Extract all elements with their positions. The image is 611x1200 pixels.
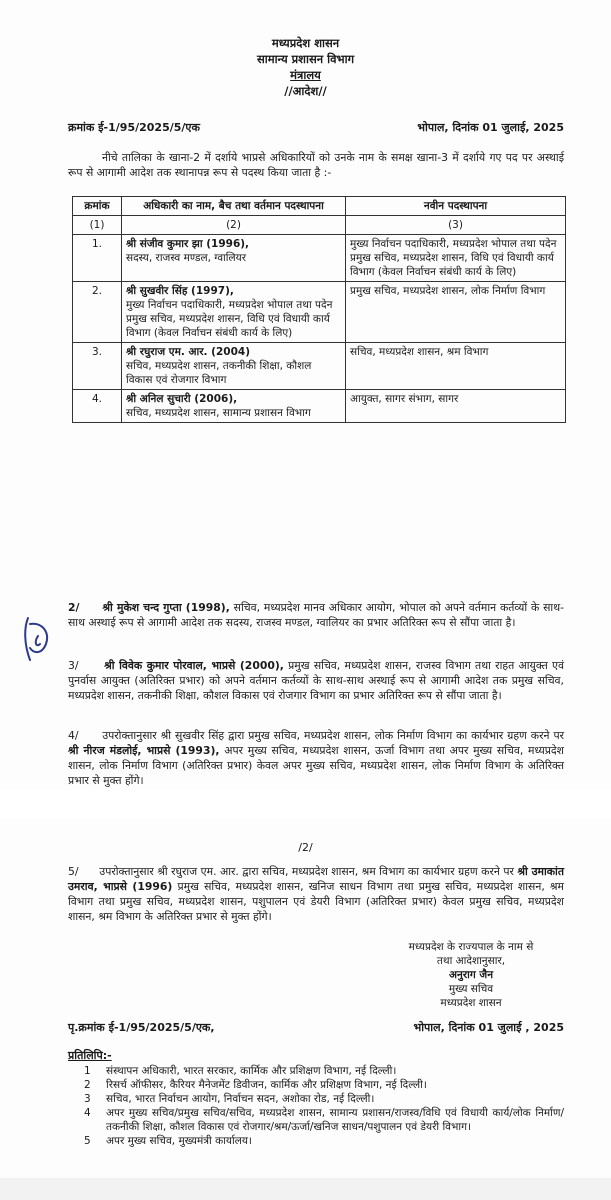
list-item [84,1106,564,1134]
row-serial: 1. [73,235,122,282]
table-colnum-row [73,216,566,235]
paragraph-3 [68,658,564,703]
list-item [84,1078,564,1092]
table-row [73,390,566,423]
current-posting: सचिव, मध्यप्रदेश शासन, तकनीकी शिक्षा, कौशल विकास एवं रोजगार विभाग [126,360,312,386]
department-heading: सामान्य प्रशासन विभाग [256,52,355,66]
list-text: रिसर्च ऑफीसर, कैरियर मैनेजमेंट डिवीजन, कार्मिक और प्रशिक्षण विभाग, नई दिल्ली। [106,1079,427,1091]
para3-text: प्रमुख सचिव, मध्यप्रदेश शासन, राजस्व विभाग तथा राहत आयुक्त एवं पुनर्वास आयुक्त (अतिरिक्त प्रभार) को अपने वर्तमान कर्तव्यों के साथ-साथ अस्थाई रूप से आगामी आदेश तक प्रमुख सचिव, मध्यप्रदेश शासन, तकनीकी शिक्षा, कौशल विकास एवं रोजगार विभाग का प्रभार अतिरिक्त रूप से सौंपा जाता है। [68,659,564,702]
current-posting: सचिव, मध्यप्रदेश शासन, सामान्य प्रशासन विभाग [126,407,311,419]
colnum-2: (2) [122,216,346,235]
row-serial: 3. [73,343,122,390]
officer-name: श्री अनिल सुचारी (2006), [126,393,238,405]
para4-officer: श्री नीरज मंडलोई, भाप्रसे (1993), [68,744,220,757]
list-number: 1 [84,1065,91,1077]
intro-paragraph: नीचे तालिका के खाना-2 में दर्शाये भाप्रसे अधिकारियों को उनके नाम के समक्ष खाना-3 में दर्शाये गए पद पर अस्थाई रूप से आगामी आदेश तक स्थानापन्न रूप से पदस्थ किया जाता है :- [68,151,564,179]
new-posting: प्रमुख सचिव, मध्यप्रदेश शासन, लोक निर्माण विभाग [346,282,566,343]
order-heading: //आदेश// [284,84,327,98]
signatory-designation: मुख्य सचिव [448,983,494,995]
list-text: अपर मुख्य सचिव/प्रमुख सचिव/सचिव, मध्यप्रदेश शासन, सामान्य प्रशासन/राजस्व/विधि एवं विधायी कार्य/लोक निर्माण/तकनीकी शिक्षा, कौशल विकास एवं रोजगार/श्रम/ऊर्जा/खनिज साधन/पशुपालन एवं डेयरी विभाग। [106,1107,564,1133]
endorsement-number: पृ.क्रमांक ई-1/95/2025/5/एक, [68,1021,215,1034]
current-posting: सदस्य, राजस्व मण्डल, ग्वालियर [126,252,246,264]
header-new-posting: नवीन पदस्थापना [346,197,566,216]
list-text: संस्थापन अधिकारी, भारत सरकार, कार्मिक और प्रशिक्षण विभाग, नई दिल्ली। [106,1065,397,1077]
signature-block [376,940,566,1010]
current-posting: मुख्य निर्वाचन पदाधिकारी, मध्यप्रदेश भोपाल तथा पदेन प्रमुख सचिव, मध्यप्रदेश शासन, विधि एवं विधायी कार्य विभाग (केवल निर्वाचन संबंधी कार्य के लिए) [126,299,333,339]
officer-name: श्री सुखवीर सिंह (1997), [126,285,234,297]
page-two [0,818,611,1200]
order-number: क्रमांक ई-1/95/2025/5/एक [68,121,200,134]
ministry-heading: मंत्रालय [290,68,321,82]
govt-heading: मध्यप्रदेश शासन [271,36,340,50]
list-number: 2 [84,1079,91,1091]
colnum-3: (3) [346,216,566,235]
table-row [73,235,566,282]
page-number: /2/ [298,841,313,854]
list-number: 3 [84,1093,91,1105]
copy-to-label: प्रतिलिपि:- [68,1049,112,1062]
copy-to-list [84,1064,564,1148]
para4-number: 4/ [68,729,79,742]
list-item [84,1092,564,1106]
officer-name: श्री रघुराज एम. आर. (2004) [126,346,250,358]
para2-number: 2/ [68,601,80,614]
header-officer: अधिकारी का नाम, बैच तथा वर्तमान पदस्थापना [122,197,346,216]
new-posting: मुख्य निर्वाचन पदाधिकारी, मध्यप्रदेश भोपाल तथा पदेन प्रमुख सचिव, मध्यप्रदेश शासन, विधि एवं विधायी कार्य विभाग (केवल निर्वाचन संबंधी कार्य के लिए) [346,235,566,282]
para5-number: 5/ [68,865,79,878]
endorsement-date: भोपाल, दिनांक 01 जुलाई , 2025 [413,1021,564,1034]
table-row [73,282,566,343]
header-serial: क्रमांक [73,197,122,216]
bottom-scroll-strip [0,1178,611,1200]
new-posting: सचिव, मध्यप्रदेश शासन, श्रम विभाग [346,343,566,390]
para3-officer: श्री विवेक कुमार पोरवाल, भाप्रसे (2000), [104,659,284,672]
para3-number: 3/ [68,659,79,672]
paragraph-4 [68,728,564,788]
colnum-1: (1) [73,216,122,235]
list-text: अपर मुख्य सचिव, मुख्यमंत्री कार्यालय। [106,1135,252,1147]
signature-order: तथा आदेशानुसार, [436,955,506,967]
list-number: 5 [84,1135,91,1147]
para5-text: प्रमुख सचिव, मध्यप्रदेश शासन, खनिज साधन विभाग तथा प्रमुख सचिव, मध्यप्रदेश शासन, श्रम विभाग तथा प्रमुख सचिव, मध्यप्रदेश शासन, पशुपालन एवं डेयरी विभाग (अतिरिक्त प्रभार) केवल प्रमुख सचिव, मध्यप्रदेश शासन, श्रम विभाग के अतिरिक्त प्रभार से मुक्त होंगे। [68,880,564,923]
para2-text: सचिव, मध्यप्रदेश मानव अधिकार आयोग, भोपाल को अपने वर्तमान कर्तव्यों के साथ-साथ अस्थाई रूप से आगामी आदेश तक सदस्य, राजस्व मण्डल, ग्वालियर का प्रभार अतिरिक्त रूप से सौंपा जाता है। [68,601,565,629]
list-number: 4 [84,1107,91,1119]
signatory-office: मध्यप्रदेश शासन [440,997,502,1009]
row-serial: 4. [73,390,122,423]
para5-intro: उपरोक्तानुसार श्री रघुराज एम. आर. द्वारा सचिव, मध्यप्रदेश शासन, श्रम विभाग का कार्यभार ग्रहण करने पर [99,865,514,878]
officer-name: श्री संजीव कुमार झा (1996), [126,238,250,250]
para5-officer: श्री उमाकांत उमराव, भाप्रसे (1996) [68,865,564,893]
list-text: सचिव, भारत निर्वाचन आयोग, निर्वाचन सदन, अशोका रोड, नई दिल्ली। [106,1093,375,1105]
para4-text: अपर मुख्य सचिव, मध्यप्रदेश शासन, ऊर्जा विभाग तथा अपर मुख्य सचिव, मध्यप्रदेश शासन, लोक निर्माण विभाग (अतिरिक्त प्रभार) केवल अपर मुख्य सचिव, मध्यप्रदेश शासन, लोक निर्माण विभाग के अतिरिक्त प्रभार से मुक्त होंगे। [68,744,564,787]
para4-intro: उपरोक्तानुसार श्री सुखवीर सिंह द्वारा प्रमुख सचिव, मध्यप्रदेश शासन, लोक निर्माण विभाग का कार्यभार ग्रहण करने पर [102,729,565,742]
para2-officer: श्री मुकेश चन्द गुप्ता (1998), [102,601,230,614]
list-item [84,1134,564,1148]
new-posting: आयुक्त, सागर संभाग, सागर [346,390,566,423]
handwritten-mark-icon [20,614,54,666]
signatory-name: अनुराग जैन [448,969,494,981]
paragraph-5 [68,864,564,924]
signature-authority: मध्यप्रदेश के राज्यपाल के नाम से [408,941,534,953]
list-item [84,1064,564,1078]
posting-table [72,196,566,423]
table-row [73,343,566,390]
table-header-row [73,197,566,216]
order-place-date: भोपाल, दिनांक 01 जुलाई, 2025 [417,121,564,134]
row-serial: 2. [73,282,122,343]
paragraph-2 [68,600,564,630]
